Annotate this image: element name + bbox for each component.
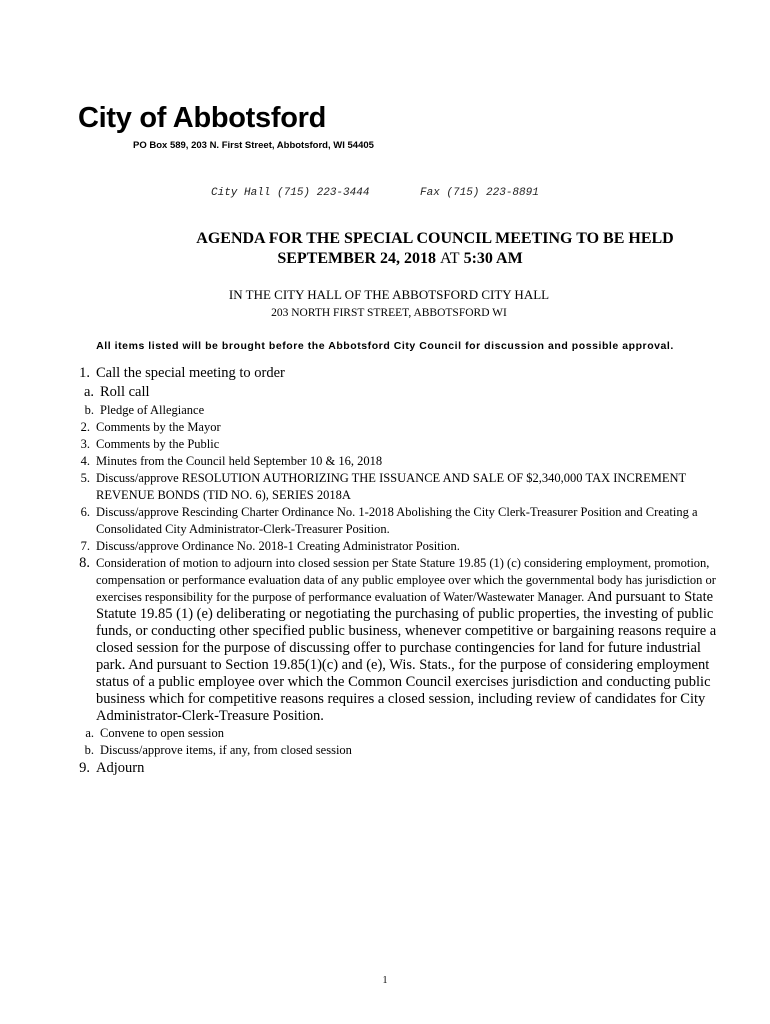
meeting-date: SEPTEMBER 24, 2018 bbox=[277, 250, 436, 267]
item-number: 8. bbox=[79, 555, 90, 571]
agenda-subitem-8a bbox=[60, 725, 720, 742]
item-number: 4. bbox=[80, 454, 90, 468]
subitem-letter: a. bbox=[85, 726, 94, 740]
item-number: 1. bbox=[79, 365, 90, 381]
agenda-item-2 bbox=[60, 419, 720, 436]
agenda-item-9 bbox=[60, 759, 720, 778]
meeting-at: AT bbox=[440, 250, 460, 267]
subitem-letter: a. bbox=[83, 384, 94, 400]
item-text: Discuss/approve Rescinding Charter Ordinance No. 1-2018 Abolishing the City Clerk-Treasurer Position and Creating a Consolidated City Administrator-Clerk-Treasurer Position. bbox=[96, 505, 698, 536]
agenda-title bbox=[0, 229, 770, 269]
agenda-item-6 bbox=[60, 504, 720, 538]
subitem-text: Roll call bbox=[100, 384, 150, 400]
agenda-subitem-1a bbox=[60, 383, 720, 402]
meeting-location bbox=[0, 286, 770, 322]
agenda-subitem-1b bbox=[60, 402, 720, 419]
agenda-title-line2 bbox=[0, 249, 770, 269]
agenda-item-1 bbox=[60, 364, 720, 383]
page-number: 1 bbox=[382, 975, 388, 986]
city-hall-phone: City Hall (715) 223-3444 bbox=[211, 187, 370, 199]
item-number: 3. bbox=[80, 437, 90, 451]
subitem-letter: b. bbox=[84, 403, 94, 417]
item-number: 9. bbox=[79, 760, 90, 776]
item-text: Discuss/approve RESOLUTION AUTHORIZING THE ISSUANCE AND SALE OF $2,340,000 TAX INCREMENT REVENUE BONDS (TID NO. 6), SERIES 2018A bbox=[96, 471, 686, 502]
city-hall-fax: Fax (715) 223-8891 bbox=[420, 187, 539, 199]
item-text: Comments by the Public bbox=[96, 437, 220, 451]
agenda-items-list bbox=[60, 364, 720, 778]
city-address: PO Box 589, 203 N. First Street, Abbotsford, WI 54405 bbox=[133, 140, 374, 151]
item-number: 5. bbox=[80, 471, 90, 485]
agenda-item-3 bbox=[60, 436, 720, 453]
agenda-item-7 bbox=[60, 538, 720, 555]
item-text: Minutes from the Council held September 10 & 16, 2018 bbox=[96, 454, 383, 468]
agenda-title-line1: AGENDA FOR THE SPECIAL COUNCIL MEETING TO BE HELD bbox=[196, 230, 674, 247]
agenda-item-4 bbox=[60, 453, 720, 470]
subitem-text: Convene to open session bbox=[100, 726, 224, 740]
city-title: City of Abbotsford bbox=[78, 102, 327, 134]
item-text-closed-session-continued: And pursuant to State Statute 19.85 (1) (e) deliberating or negotiating the purchasing of public properties, the investing of public funds, or conducting other specified public business, whenever competitive or bargaining reasons require a closed session for the purpose of discussing offer to purchase contingencies for land for future industrial park. And pursuant to Section 19.85(1)(c) and (e), Wis. Stats., for the purpose of considering employment status of a public employee over which the Common Council exercises jurisdiction and conducting public business which for competitive reasons requires a closed session, including review of candidates for City Administrator-Clerk-Treasure Position. bbox=[96, 589, 717, 724]
item-text-closed-session: Consideration of motion to adjourn into closed session per State Stature 19.85 (1) (c) considering employment, promotion, compensation or performance evaluation data of any public employee over which the governmental body has jurisdiction or exercises responsibility for the purpose of performance evaluation of Water/Wastewater Manager. bbox=[96, 556, 716, 604]
item-text: Discuss/approve Ordinance No. 2018-1 Creating Administrator Position. bbox=[96, 539, 460, 553]
item-number: 6. bbox=[80, 505, 90, 519]
item-text: Comments by the Mayor bbox=[96, 420, 221, 434]
subitem-letter: b. bbox=[84, 743, 94, 757]
item-text: Adjourn bbox=[96, 760, 145, 776]
item-text: Call the special meeting to order bbox=[96, 365, 285, 381]
agenda-item-8 bbox=[60, 555, 720, 725]
agenda-item-5 bbox=[60, 470, 720, 504]
item-number: 7. bbox=[80, 539, 90, 553]
location-line1: IN THE CITY HALL OF THE ABBOTSFORD CITY HALL bbox=[228, 287, 550, 302]
subitem-text: Discuss/approve items, if any, from closed session bbox=[100, 743, 352, 757]
agenda-subitem-8b bbox=[60, 742, 720, 759]
item-number: 2. bbox=[80, 420, 90, 434]
location-line2: 203 NORTH FIRST STREET, ABBOTSFORD WI bbox=[271, 307, 507, 319]
meeting-time: 5:30 AM bbox=[463, 250, 523, 267]
discussion-notice: All items listed will be brought before the Abbotsford City Council for discussion and possible approval. bbox=[96, 340, 674, 352]
subitem-text: Pledge of Allegiance bbox=[100, 403, 205, 417]
